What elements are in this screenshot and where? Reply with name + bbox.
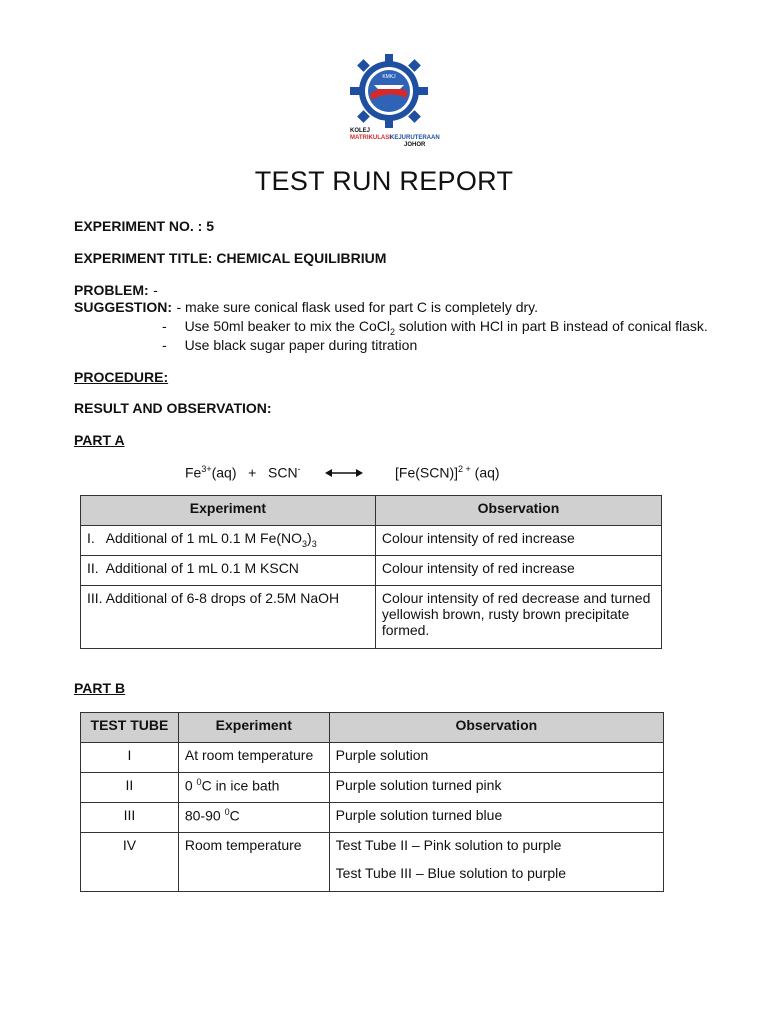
logo-line-3: JOHOR: [404, 142, 426, 148]
suggestion-bullet: -: [162, 337, 167, 353]
suggestion-bullet: -: [162, 318, 167, 334]
experiment-cell: III. Additional of 6-8 drops of 2.5M NaOH: [81, 586, 376, 649]
problem-line: [74, 282, 158, 300]
experiment-number: EXPERIMENT NO. : 5: [74, 218, 215, 234]
suggestion-line: [74, 299, 538, 317]
observation-cell: Colour intensity of red increase: [375, 526, 661, 556]
column-header: TEST TUBE: [81, 713, 179, 743]
observation-line: Test Tube II – Pink solution to purple: [335, 837, 562, 853]
suggestion-first: - make sure conical flask used for part C is completely dry.: [176, 299, 539, 315]
observation-cell: Purple solution: [329, 743, 663, 773]
column-header: Observation: [329, 713, 663, 743]
college-logo: [348, 52, 440, 150]
test-tube-cell: I: [81, 743, 179, 773]
part-a-table: [80, 495, 662, 649]
part-b-table: [80, 712, 664, 892]
observation-cell: Purple solution turned blue: [329, 803, 663, 833]
experiment-cell: I. Additional of 1 mL 0.1 M $Fe(NO_3)_3$: [81, 526, 376, 556]
table-header-row: [81, 713, 664, 743]
observation-line: Test Tube III – Blue solution to purple: [335, 865, 567, 881]
logo-line-2a: MATRIKULASI: [350, 135, 391, 141]
equation-right: $[Fe(SCN)]^{2 +}$ (aq): [395, 464, 500, 481]
table-row: [81, 556, 662, 586]
problem-value: -: [153, 282, 158, 298]
observation-cell: Purple solution turned pink: [329, 773, 663, 803]
table-row: [81, 773, 664, 803]
test-tube-cell: IV: [81, 833, 179, 892]
equilibrium-arrow-icon: [325, 467, 363, 479]
experiment-cell: 0 $^0$C in ice bath: [178, 773, 329, 803]
svg-text:KMKJ: KMKJ: [382, 74, 396, 80]
suggestion-text: Use black sugar paper during titration: [184, 337, 418, 353]
column-header: Observation: [375, 496, 661, 526]
experiment-cell: At room temperature: [178, 743, 329, 773]
observation-cell: [329, 833, 663, 892]
part-a-heading: PART A: [74, 432, 125, 448]
result-heading: RESULT AND OBSERVATION:: [74, 400, 272, 416]
table-row: [81, 803, 664, 833]
experiment-title: EXPERIMENT TITLE: CHEMICAL EQUILIBRIUM: [74, 250, 387, 266]
table-row: [81, 526, 662, 556]
suggestion-label: SUGGESTION:: [74, 299, 173, 315]
observation-cell: Colour intensity of red increase: [375, 556, 661, 586]
table-row: [81, 833, 664, 892]
table-header-row: [81, 496, 662, 526]
part-b-heading: PART B: [74, 680, 126, 696]
logo-line-2b: KEJURUTERAAN: [390, 135, 440, 141]
column-header: Experiment: [81, 496, 376, 526]
equation-left: $Fe^{3+}(aq) + SCN^-$: [185, 464, 301, 481]
procedure-heading: PROCEDURE:: [74, 369, 169, 385]
suggestion-text: Use 50ml beaker to mix the CoCl$_2$ solution with HCl in part B instead of conical flask.: [184, 318, 708, 337]
experiment-cell: Room temperature: [178, 833, 329, 892]
suggestion-item: [162, 337, 417, 353]
experiment-cell: 80-90 $^0$C: [178, 803, 329, 833]
page-title: TEST RUN REPORT: [254, 166, 514, 196]
table-row: [81, 586, 662, 649]
test-tube-cell: II: [81, 773, 179, 803]
test-tube-cell: III: [81, 803, 179, 833]
logo-line-1: KOLEJ: [350, 128, 371, 134]
observation-cell: Colour intensity of red decrease and turned yellowish brown, rusty brown precipitate formed.: [375, 586, 661, 649]
table-row: [81, 743, 664, 773]
suggestion-item: [162, 318, 708, 337]
experiment-cell: II. Additional of 1 mL 0.1 M KSCN: [81, 556, 376, 586]
column-header: Experiment: [178, 713, 329, 743]
problem-label: PROBLEM:: [74, 282, 149, 298]
